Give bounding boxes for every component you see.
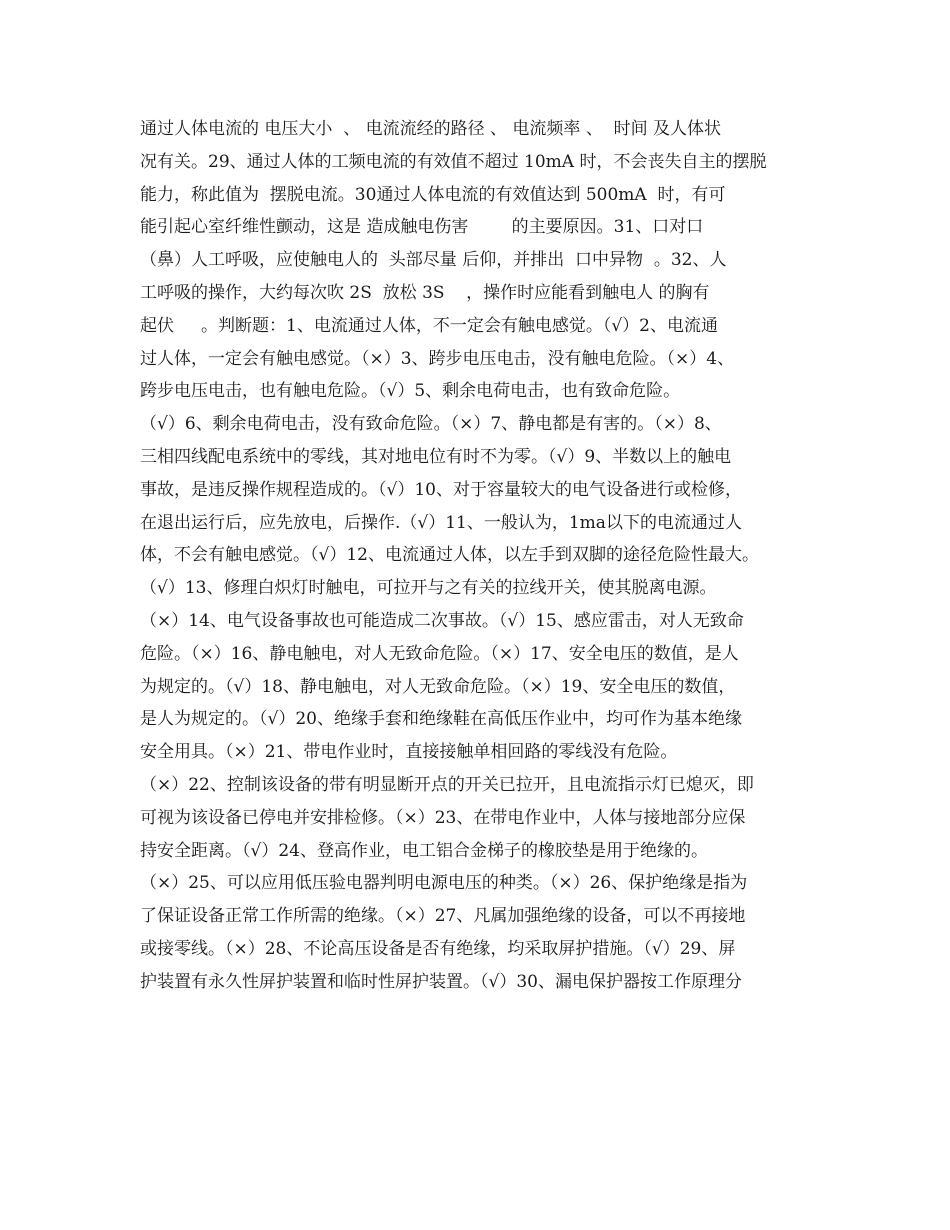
text-line: 危险。（×）16、静电触电，对人无致命危险。（×）17、安全电压的数值，是人: [140, 643, 739, 664]
text-line: （鼻）人工呼吸，应使触电人的 头部尽量 后仰，并排出 口中异物 。32、人: [140, 250, 727, 271]
text-line: （×）25、可以应用低压验电器判明电源电压的种类。（×）26、保护绝缘是指为: [140, 873, 748, 894]
text-line: 体，不会有触电感觉。（√）12、电流通过人体，以左手到双脚的途径危险性最大。: [140, 545, 759, 566]
text-line: （×）14、电气设备事故也可能造成二次事故。（√）15、感应雷击，对人无致命: [140, 610, 744, 631]
text-line: 能力，称此值为 摆脱电流。30通过人体电流的有效值达到 500mA 时，有可: [140, 184, 726, 205]
text-line: 工呼吸的操作，大约每次吹 2S 放松 3S ，操作时应能看到触电人 的胸有: [140, 282, 710, 303]
text-line: 起伏 。判断题：1、电流通过人体，不一定会有触电感觉。（√）2、电流通: [140, 315, 718, 336]
text-line: 通过人体电流的 电压大小 、 电流流经的路径 、 电流频率 、 时间 及人体状: [140, 119, 722, 139]
text-line: 事故，是违反操作规程造成的。（√）10、对于容量较大的电气设备进行或检修，: [140, 479, 742, 500]
text-line: （×）22、控制该设备的带有明显断开点的开关已拉开，且电流指示灯已熄灭，即: [140, 774, 754, 795]
text-line: 或接零线。（×）28、不论高压设备是否有绝缘，均采取屏护措施。（√）29、屏: [140, 938, 736, 959]
text-line: 持安全距离。（√）24、登高作业，电工铝合金梯子的橡胶垫是用于绝缘的。: [140, 840, 708, 861]
text-line: 过人体，一定会有触电感觉。（×）3、跨步电压电击，没有触电危险。（×）4、: [140, 348, 735, 369]
body-text: [140, 113, 820, 999]
text-line: 是人为规定的。（√）20、绝缘手套和绝缘鞋在高低压作业中，均可作为基本绝缘: [140, 709, 742, 730]
text-line: 护装置有永久性屏护装置和临时性屏护装置。（√）30、漏电保护器按工作原理分: [140, 971, 742, 992]
text-line: 跨步电压电击，也有触电危险。（√）5、剩余电荷电击，也有致命危险。: [140, 381, 681, 402]
text-line: （√）6、剩余电荷电击，没有致命危险。（×）7、静电都是有害的。（×）8、: [140, 414, 722, 435]
text-line: 况有关。29、通过人体的工频电流的有效值不超过 10mA 时，不会丧失自主的摆脱: [140, 151, 767, 172]
text-line: 能引起心室纤维性颤动，这是 造成触电伤害 的主要原因。31、口对口: [140, 217, 704, 238]
text-line: 为规定的。（√）18、静电触电，对人无致命危险。（×）19、安全电压的数值，: [140, 676, 736, 697]
text-line: （√）13、修理白炽灯时触电，可拉开与之有关的拉线开关，使其脱离电源。: [140, 578, 717, 599]
text-line: 安全用具。（×）21、带电作业时，直接接触单相回路的零线没有危险。: [140, 742, 678, 763]
text-line: 可视为该设备已停电并安排检修。（×）23、在带电作业中，人体与接地部分应保: [140, 807, 746, 828]
text-line: 了保证设备正常工作所需的绝缘。（×）27、凡属加强绝缘的设备，可以不再接地: [140, 906, 746, 927]
text-line: 在退出运行后，应先放电，后操作.（√）11、一般认为，1ma以下的电流通过人: [140, 512, 742, 533]
text-line: 三相四线配电系统中的零线，其对地电位有时不为零。（√）9、半数以上的触电: [140, 446, 732, 467]
